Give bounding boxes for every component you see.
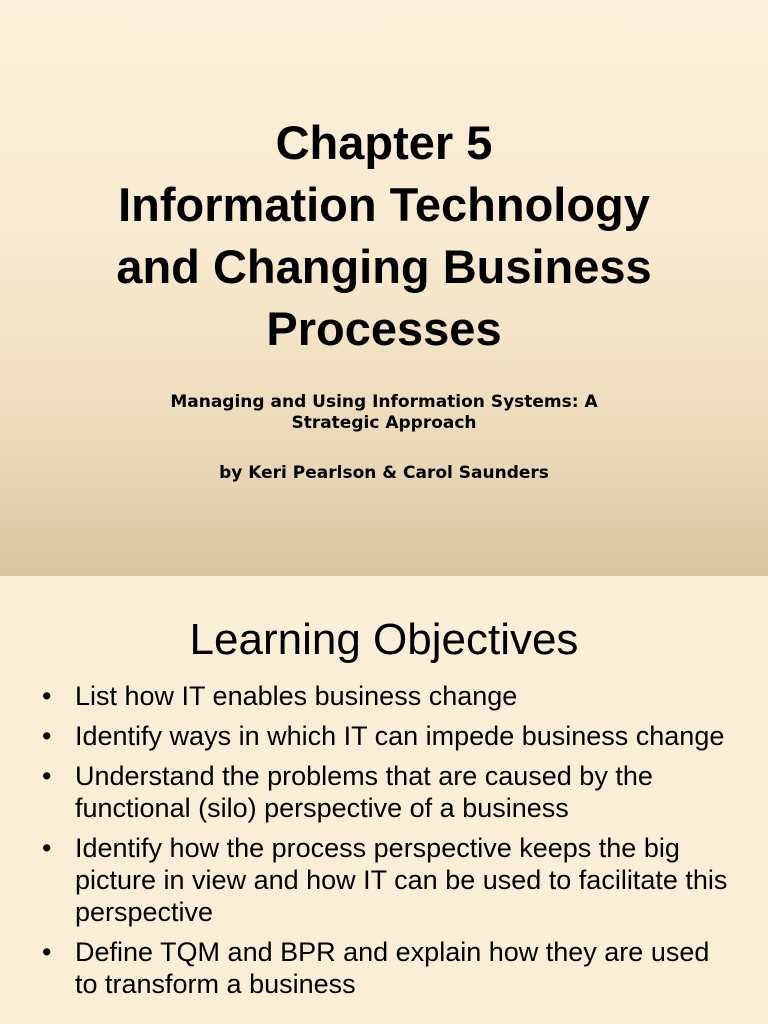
- list-item-text: Understand the problems that are caused by the functional (silo) perspective of a business: [75, 761, 653, 823]
- list-item-text: Identify ways in which IT can impede business change: [75, 721, 725, 751]
- slide-heading: Learning Objectives: [189, 615, 579, 664]
- bullet-icon: •: [42, 721, 52, 751]
- slide-title: [0, 112, 768, 360]
- bullet-icon: •: [42, 937, 52, 967]
- subtitle-line: Strategic Approach: [291, 413, 477, 433]
- title-line: Chapter 5: [275, 116, 493, 169]
- bullet-icon: •: [42, 681, 52, 711]
- bullet-icon: •: [42, 833, 52, 863]
- subtitle-line: Managing and Using Information Systems: A: [170, 392, 598, 412]
- book-subtitle: [0, 392, 768, 434]
- list-item: [0, 832, 768, 928]
- list-item: [0, 760, 768, 824]
- list-item: [0, 680, 768, 712]
- list-item: [0, 720, 768, 752]
- objectives-list: [0, 680, 768, 1008]
- authors-line: by Keri Pearlson & Carol Saunders: [219, 463, 549, 483]
- list-item: [0, 936, 768, 1000]
- list-item-text: Identify how the process perspective keeps the big picture in view and how IT can be used to facilitate this perspective: [75, 833, 728, 927]
- title-line: and Changing Business: [116, 240, 652, 293]
- learning-objectives-slide: [0, 576, 768, 1024]
- bullet-icon: •: [42, 761, 52, 791]
- list-item-text: Define TQM and BPR and explain how they are used to transform a business: [75, 937, 710, 999]
- list-item-text: List how IT enables business change: [75, 681, 518, 711]
- title-line: Processes: [266, 302, 502, 355]
- title-line: Information Technology: [118, 178, 650, 231]
